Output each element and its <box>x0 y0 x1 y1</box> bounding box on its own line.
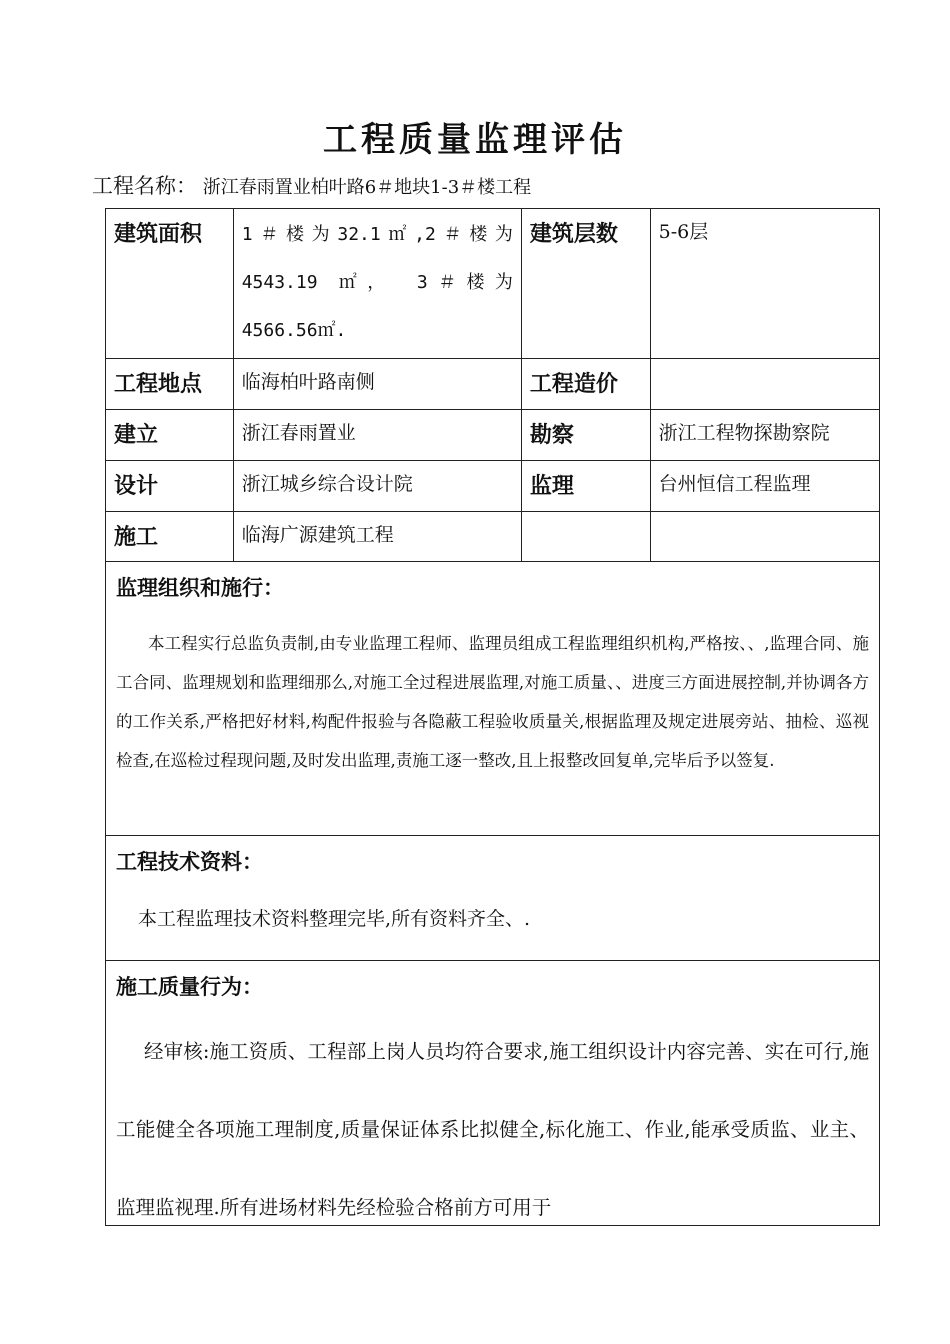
value-survey: 浙江工程物探勘察院 <box>658 422 830 444</box>
label-floors: 建筑层数 <box>522 209 651 358</box>
section-heading: 工程技术资料： <box>116 850 263 874</box>
label-empty <box>522 512 651 561</box>
table-row-owner <box>106 410 879 461</box>
label-building-area: 建筑面积 <box>106 209 234 358</box>
project-name-label: 工程名称： <box>92 174 197 198</box>
section-body: 经审核:施工资质、工程部上岗人员均符合要求,施工组织设计内容完善、实在可行,施工能健全各项施工理制度,质量保证体系比拟健全,标化施工、作业,能承受质监、业主、监理监视理.所有进场材料先经检验合格前方可用于 <box>116 1040 869 1219</box>
section-body: 本工程监理技术资料整理完毕,所有资料齐全、. <box>138 908 531 930</box>
value-construction: 临海广源建筑工程 <box>234 512 522 561</box>
label-supervision: 监理 <box>522 461 651 511</box>
value-floors: 5-6层 <box>658 221 709 243</box>
label-location: 工程地点 <box>106 359 234 409</box>
section-quality-behavior <box>106 961 879 1225</box>
table-row-area <box>106 209 879 359</box>
document-title: 工程质量监理评估 <box>323 120 627 160</box>
table-row-design <box>106 461 879 512</box>
evaluation-table <box>105 208 880 1226</box>
value-empty <box>651 512 879 561</box>
table-row-location <box>106 359 879 410</box>
value-building-area: 1＃楼为32.1㎡,2＃楼为4543.19 ㎡， 3＃楼为4566.56㎡. <box>234 209 522 358</box>
value-design: 浙江城乡综合设计院 <box>234 461 522 511</box>
project-name-value: 浙江春雨置业柏叶路6＃地块1-3＃楼工程 <box>202 177 532 198</box>
section-heading: 监理组织和施行： <box>116 576 284 600</box>
section-heading: 施工质量行为： <box>116 975 263 999</box>
table-row-construction <box>106 512 879 562</box>
section-body: 本工程实行总监负责制,由专业监理工程师、监理员组成工程监理组织机构,严格按、、,监理合同、施工合同、监理规划和监理细那么,对施工全过程进展监理,对施工质量、、进度三方面进展控制,并协调各方的工作关系,严格把好材料,构配件报验与各隐蔽工程验收质量关,根据监理及规定进展旁站、抽检、巡视检查,在巡检过程现问题,及时发出监理,责施工逐一整改,且上报整改回复单,完毕后予以签复. <box>116 634 869 770</box>
section-technical-docs <box>106 836 879 961</box>
value-supervision: 台州恒信工程监理 <box>658 473 811 495</box>
label-construction: 施工 <box>106 512 234 561</box>
label-survey: 勘察 <box>522 410 651 460</box>
label-design: 设计 <box>106 461 234 511</box>
value-location: 临海柏叶路南侧 <box>234 359 522 409</box>
project-name-line <box>92 170 531 200</box>
label-cost: 工程造价 <box>522 359 651 409</box>
label-owner: 建立 <box>106 410 234 460</box>
value-owner: 浙江春雨置业 <box>234 410 522 460</box>
value-cost <box>651 359 879 409</box>
section-organization <box>106 562 879 836</box>
